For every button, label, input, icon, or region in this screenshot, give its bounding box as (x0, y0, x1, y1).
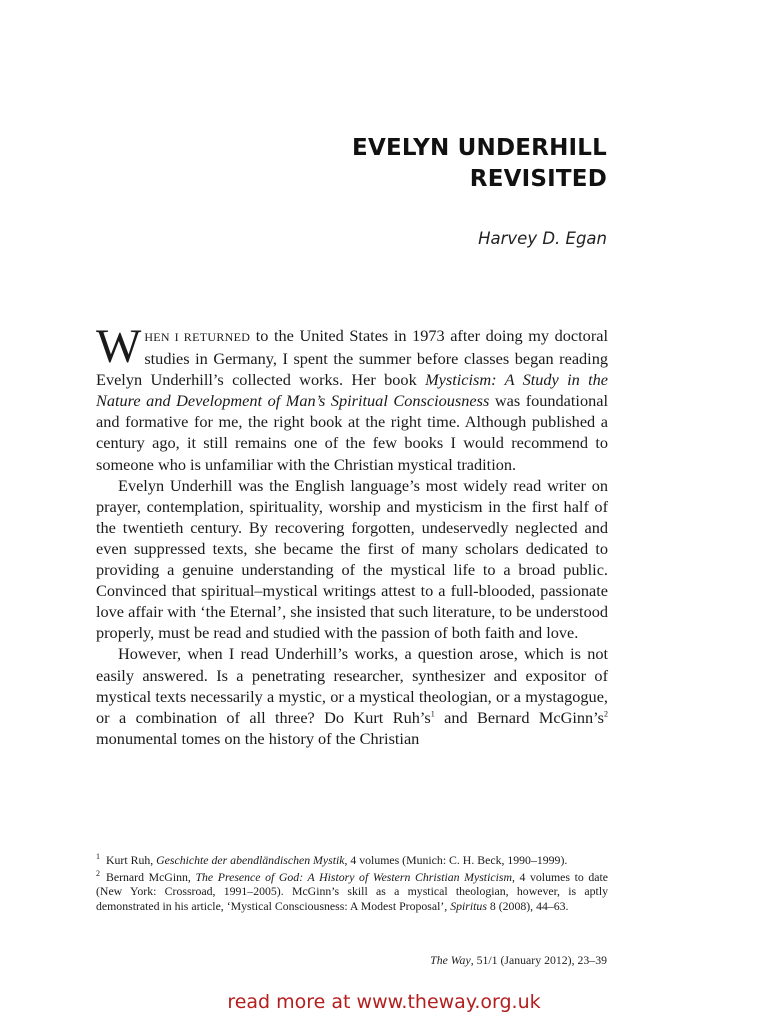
paragraph-3-text-c: monumental tomes on the history of the Christian (96, 728, 420, 748)
article-title-line-1: EVELYN UNDERHILL (352, 135, 607, 161)
footnote-ref-1[interactable]: 1 (430, 709, 435, 719)
journal-citation (430, 953, 607, 968)
paragraph-3-text-b: and Bernard McGinn’s (434, 707, 605, 727)
footnote-2-text-c: 8 (2008), 44–63. (486, 898, 569, 913)
paragraph-3-text-a: However, when I read Underhill’s works, a question arose, which is not easily answered. Is a penetrating researcher, synthesizer and expositor of mystical texts necessarily a mystic, or a mystical theologian, or a mystagogue, or a combination of all three? Do Kurt Ruh’s (96, 644, 608, 727)
article-body (96, 320, 609, 749)
footnote-ref-2[interactable]: 2 (604, 709, 609, 719)
footnote-2-journal: Spiritus (450, 898, 487, 913)
paragraph-1 (96, 320, 608, 475)
paragraph-1-text-b: was foundational and formative for me, the right book at the right time. Although published a century ago, it still remains one of the few books I would recommend to someone who is unfamiliar with the Christian mystical tradition. (96, 391, 608, 474)
paragraph-1-text-a: to the United States in 1973 after doing my doctoral studies in Germany, I spent the summer before classes began reading Evelyn Underhill’s collected works. Her book (96, 326, 608, 390)
paragraph-2: Evelyn Underhill was the English language’s most widely read writer on prayer, contemplation, spirituality, worship and mysticism in the first half of the twentieth century. By recovering forgotten, undeservedly neglected and even suppressed texts, she became the first of many scholars dedicated to providing a genuine understanding of the mystical life to a broad public. Convinced that spiritual–mystical writings attest to a full-blooded, passionate love affair with ‘the Eternal’, she insisted that such literature, to be understood properly, must be read and studied with the passion of both faith and love. (96, 475, 608, 643)
opening-small-caps: HEN I RETURNED (144, 330, 251, 344)
article-title (352, 133, 607, 195)
footnote-1-title: Geschichte der abendländischen Mystik (156, 853, 345, 867)
footnote-2 (96, 870, 608, 914)
footnotes (96, 853, 608, 915)
article-author: Harvey D. Egan (478, 229, 607, 248)
footnote-1-text-b: , 4 volumes (Munich: C. H. Beck, 1990–1999). (344, 853, 568, 867)
read-more-link[interactable]: read more at www.theway.org.uk (227, 991, 541, 1013)
journal-issue-details: , 51/1 (January 2012), 23–39 (470, 953, 607, 967)
footnote-1-number: 1 (96, 852, 100, 862)
book-title-mysticism: Mysticism: A Study in the Nature and Development of Man’s Spiritual Consciousness (96, 370, 608, 411)
paragraph-3 (96, 643, 608, 748)
footnote-2-text-b: , 4 volumes to date (New York: Crossroad, 1991–2005). McGinn’s skill as a mystical theologian, however, is aptly demonstrated in his article, ‘Mystical Consciousness: A Modest Proposal’, (96, 869, 608, 913)
footnote-2-title: The Presence of God: A History of Western Christian Mysticism (195, 869, 512, 884)
footnote-1-text-a: Kurt Ruh, (106, 853, 157, 867)
footnote-2-number: 2 (96, 868, 100, 878)
footnote-1 (96, 853, 608, 868)
drop-cap: W (96, 320, 142, 373)
article-title-line-2: REVISITED (469, 166, 607, 192)
journal-name: The Way (430, 953, 471, 967)
footnote-2-text-a: Bernard McGinn, (106, 869, 196, 884)
